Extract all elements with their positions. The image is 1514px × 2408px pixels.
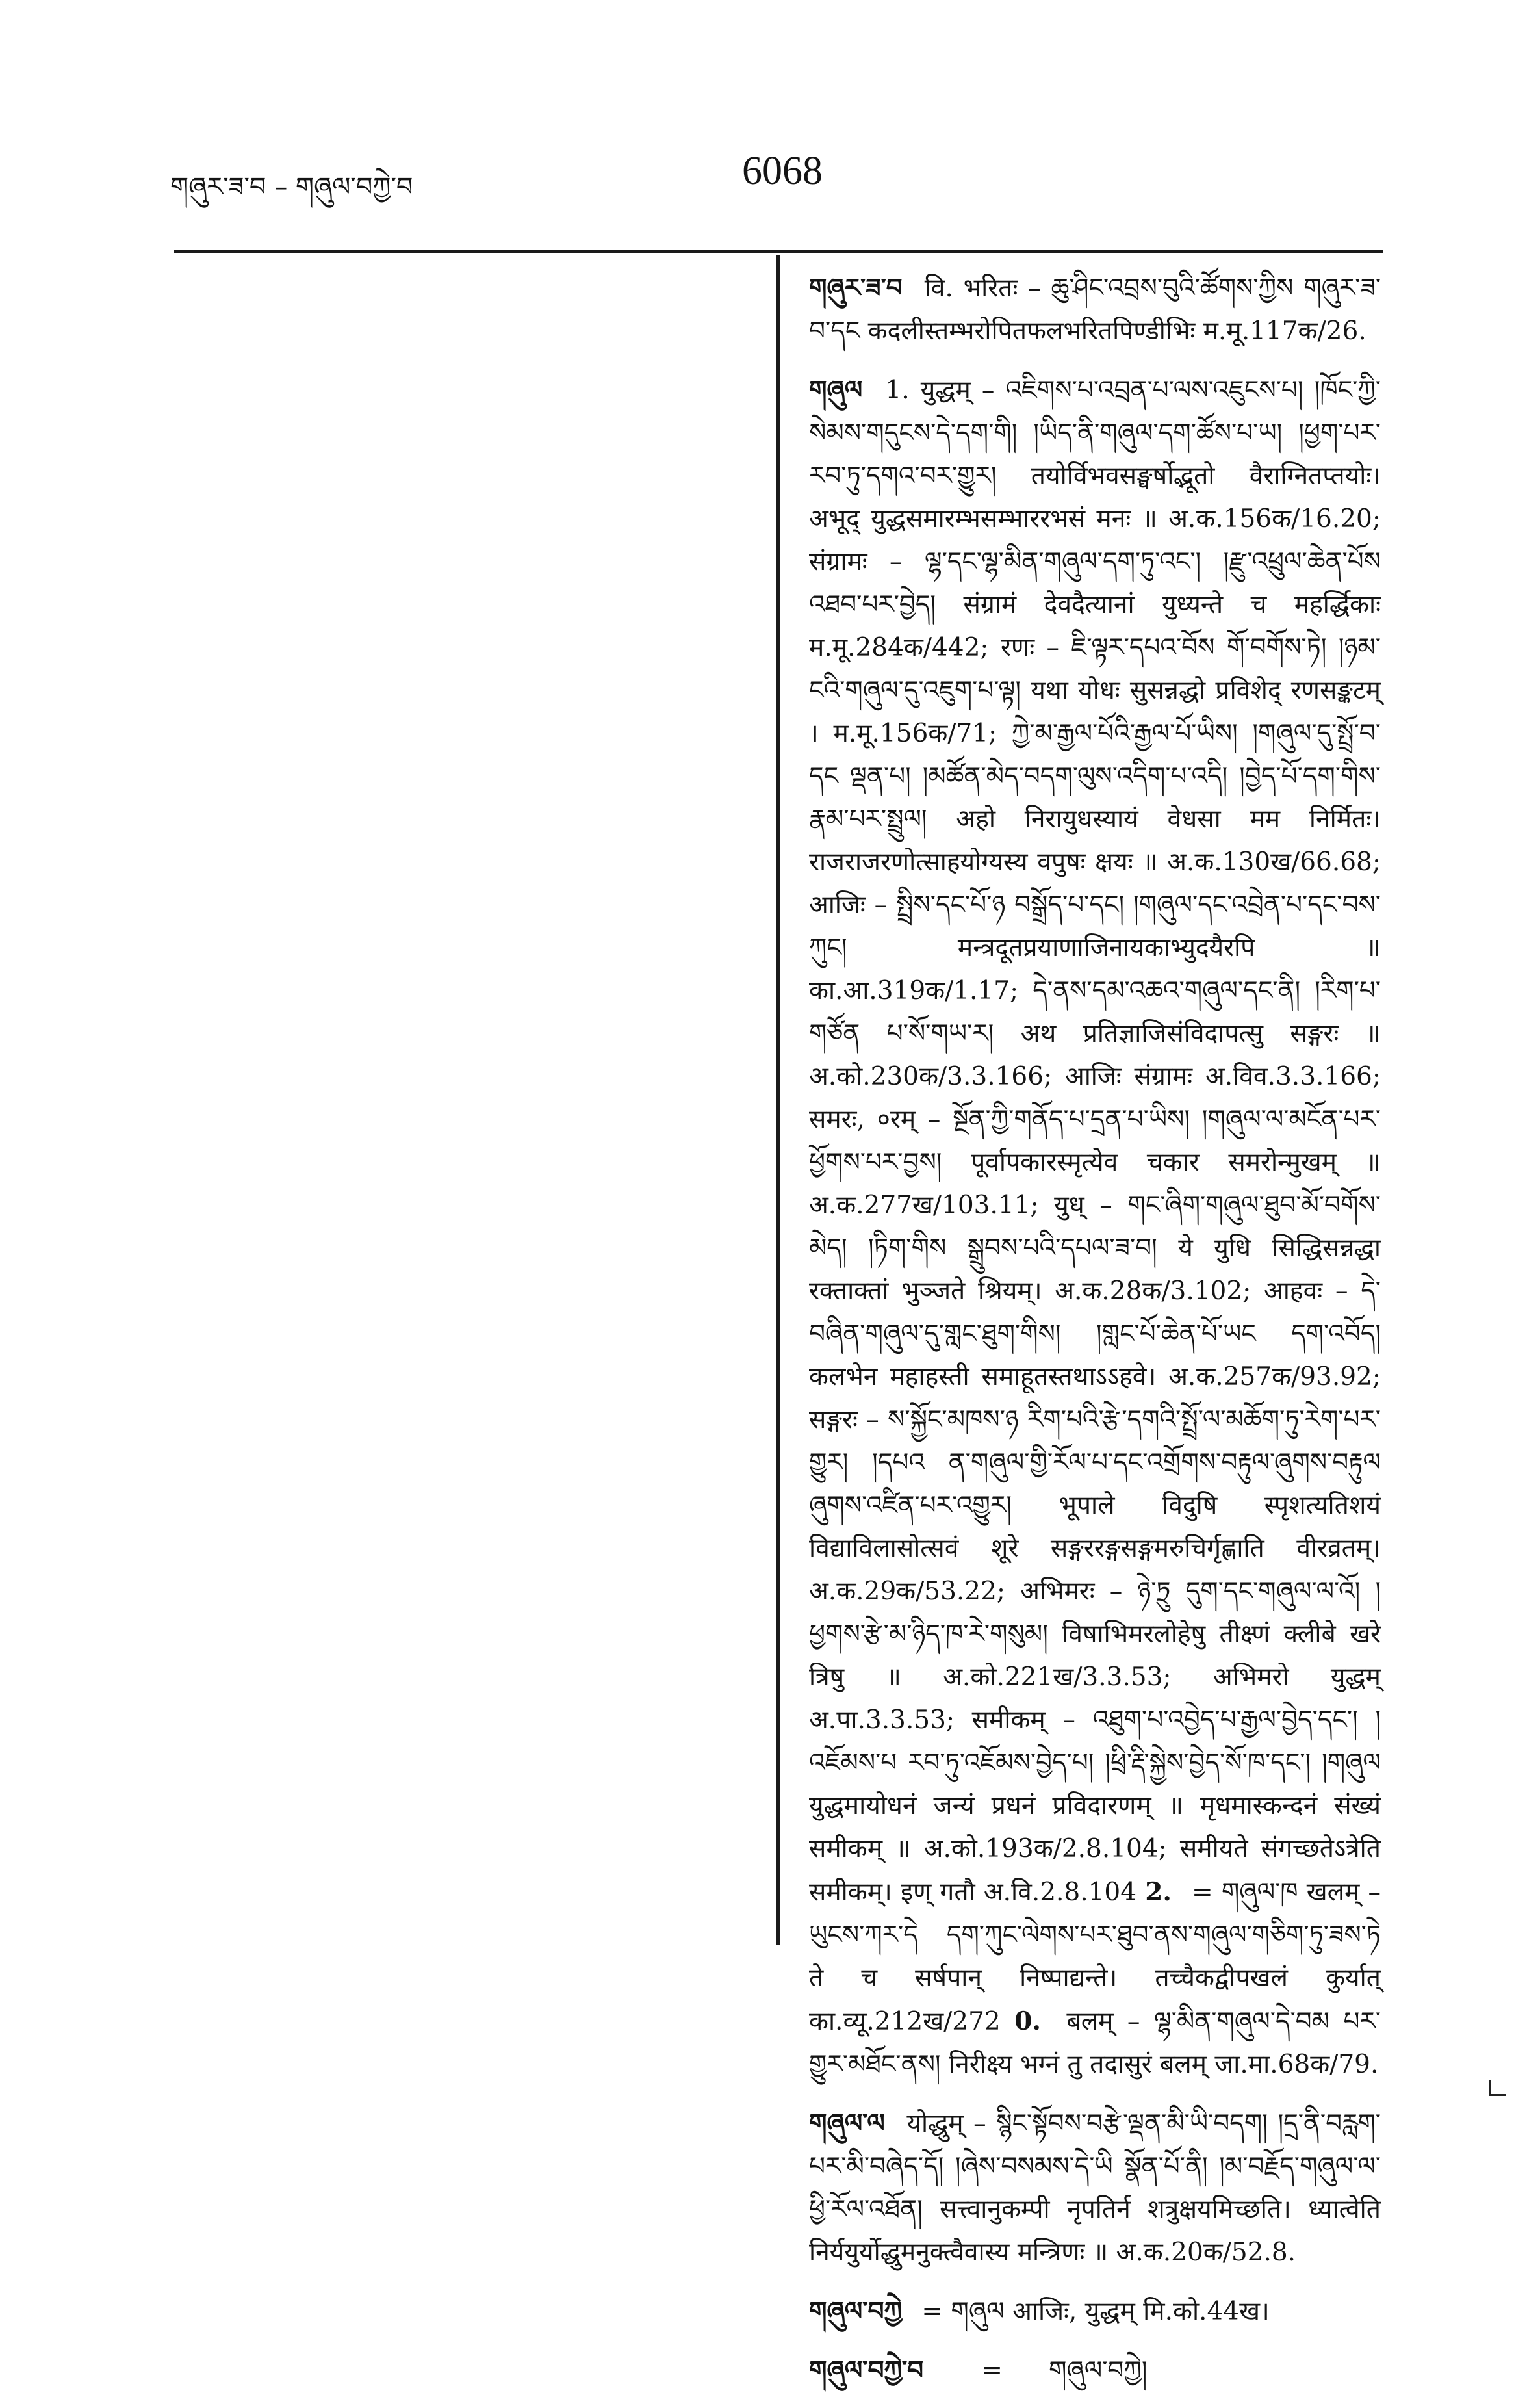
entry-headword: གཞུལ་བཀྱེ bbox=[809, 2296, 902, 2326]
dictionary-entry bbox=[809, 2102, 1381, 2274]
dictionary-entry bbox=[809, 266, 1381, 353]
entry-headword: གཞུལ bbox=[809, 375, 863, 405]
entry-definition: बलम् – ལྷ་མིན་གཞུལ་དེ་བམ པར་གྱུར་མཐོང་ནས། निरीक्ष्य भग्नं तु तदासुरं बलम् जा.मा.68क/79. bbox=[809, 2007, 1381, 2079]
dictionary-entry bbox=[809, 369, 1381, 2086]
dictionary-column-right bbox=[809, 266, 1381, 2408]
entry-headword: གཞུར་ཟ་བ bbox=[809, 273, 903, 303]
sense-number: 2. bbox=[1145, 1877, 1172, 1907]
entry-headword: གཞུལ་བཀྱེ་བ bbox=[809, 2355, 924, 2385]
cross-reference-target: གཞུལ་བཀྱེ། bbox=[1048, 2356, 1148, 2385]
page-number: 6068 bbox=[742, 149, 823, 193]
sense-number: 0. bbox=[1014, 2006, 1041, 2036]
entry-text bbox=[809, 266, 1381, 353]
entry-text bbox=[809, 2349, 1381, 2392]
dictionary-entry bbox=[809, 2290, 1381, 2333]
corner-mark bbox=[1489, 2080, 1506, 2096]
entry-definition: = གཞུལ आजिः, युद्धम् मि.को.44ख। bbox=[921, 2297, 1270, 2326]
entry-definition: योद्धुम् – སྙིང་སྟོབས་བརྩེ་ལྡན་མི་ཡི་བདག། །དྲ་ནི་བརླག་པར་མི་བཞེད་དོ། །ཞེས་བསམས་དེ་ཡི སྣོན་པོ་ནི། །མ་བརྗོད་གཞུལ་ལ་ཕྱི་རོལ་འཐོན། सत्त्वानुकम्पी नृपतिर्न शत्रुक्षयमिच्छति। ध्यात्वेति निर्ययुर्योद्धुमनुक्त्वैवास्य मन्त्रिणः ॥ अ.क.20क/52.8. bbox=[809, 2109, 1381, 2267]
column-divider bbox=[776, 255, 780, 1945]
entry-definition: वि. भरितः – ཆུ་ཤིང་འབྲས་བུའི་ཚོགས་ཀྱིས གཞུར་ཟ་བ་དང कदलीस्तम्भरोपितफलभरितपिण्डीभिः म.मू.117क/26. bbox=[809, 274, 1381, 346]
page-header bbox=[170, 148, 1340, 200]
entry-headword: གཞུལ་ལ bbox=[809, 2108, 885, 2138]
entry-text bbox=[809, 2290, 1381, 2333]
header-rule bbox=[174, 250, 1383, 253]
entry-text bbox=[809, 2102, 1381, 2274]
cross-reference-symbol: = bbox=[981, 2356, 1003, 2385]
entry-text bbox=[809, 369, 1381, 2086]
dictionary-entry bbox=[809, 2349, 1381, 2392]
entry-definition: = གཞུལ་ཁ खलम् – ཡུངས་ཀར་དེ དག་ཀུང་ལེགས་པར་ཐུབ་ནས་གཞུལ་གཅིག་ཏུ་ཟས་ཏེ ते च सर्षपान् निष्पाद्यन्ते। तच्चैकद्वीपखलं कुर्यात् का.व्यू.212ख/272 bbox=[809, 1878, 1381, 2036]
running-head: གཞུར་ཟ་བ – གཞུལ་བཀྱེ་བ bbox=[170, 172, 413, 202]
entry-definition: 1. युद्धम् – འཇིགས་པ་འབྲན་པ་ལས་འཇུངས་པ། །ཁོང་ཀྱི་སེམས་གདུངས་དེ་དག་གི། །ཡིད་ནི་གཞུལ་དག་ཚོས་པ་ཡ། །ཕྱག་པར་རབ་ཏུ་དགའ་བར་གྱུར། तयोर्विभवसङ्घर्षोद्भूतो वैराग्नितप्तयोः। अभूद् युद्धसमारम्भसम्भाररभसं मनः ॥ अ.क.156क/16.20; संग्रामः – ལྷ་དང་ལྷ་མིན་གཞུལ་དག་ཏུ་འང་། །རྫུ་འཕྲུལ་ཆེན་པོས འཐབ་པར་བྱེད། संग्रामं देवदैत्यानां युध्यन्ते च महर्द्धिकाः म.मू.284क/442; रणः – ཇི་ལྟར་དཔའ་བོས གོ་བགོས་ཏེ། །ཉམ་ངའི་གཞུལ་དུ་འཇུག་པ་ལྟ། यथा योधः सुसन्नद्धो प्रविशेद् रणसङ्कटम् । म.मू.156क/71; ཀྱེ་མ་རྒྱལ་པོའི་རྒྱལ་པོ་ཡིས། །གཞུལ་དུ་སྤྲོ་བ་དང ལྡན་པ། །མཚོན་མེད་བདག་ལུས་འདིག་པ་འདི། །བྱེད་པོ་དག་གིས་རྣམ་པར་སྤྲུལ། अहो निरायुधस्यायं वेधसा मम निर्मितः। राजराजरणोत्साहयोग्यस्य वपुषः क्षयः ॥ अ.क.130ख/66.68; आजिः – སྤྲིས་དང་པོ་ཉ བསྒྲོད་པ་དང། །གཞུལ་དང་འབྲེན་པ་དང་བས་ཀུང། मन्त्रदूतप्रयाणाजिनायकाभ्युदयैरपि ॥ का.आ.319क/1.17; དེ་ནས་དམ་འཆའ་གཞུལ་དང་ནི། །རིག་པ་གཙོན པ་སོ་གཡ་ར། अथ प्रतिज्ञाजिसंविदापत्सु सङ्गरः ॥ अ.को.230क/3.3.166; आजिः संग्रामः अ.विव.3.3.166; समरः, ०रम् – སྔོན་ཀྱི་གནོད་པ་དྲན་པ་ཡིས། །གཞུལ་ལ་མངོན་པར་ཕྱོགས་པར་བྱས། पूर्वापकारस्मृत्येव चकार समरोन्मुखम् ॥ अ.क.277ख/103.11; युध् – གང་ཞིག་གཞུལ་ཐུབ་མོ་བགོས་མེད། །ཏིག་གིས སྒྲུབས་པའི་དཔལ་ཟ་བ། ये युधि सिद्धिसन्नद्धा रक्ताक्तां भुञ्जते श्रियम्। अ.क.28क/3.102; आहवः – དེ་བཞིན་གཞུལ་དུ་གླང་ཐུག་གིས། །གླང་པོ་ཆེན་པོ་ཡང དག་འབོད། कलभेन महाहस्ती समाहूतस्तथाऽऽहवे। अ.क.257क/93.92; सङ्गरः – ས་སྐྱོང་མཁས་ཉ རིག་པའི་རྩེ་དགའི་སྤྲོ་ལ་མཆོག་ཏུ་རེག་པར་གྱུར། །དཔའ ན་གཞུལ་གྱི་རོལ་པ་དང་འགྲོགས་བརྟུལ་ཞུགས་བརྟུལ ཞུགས་འཛིན་པར་འགྱུར། भूपाले विदुषि स्पृशत्यतिशयं विद्याविलासोत्सवं शूरे सङ्गररङ्गसङ्गमरुचिर्गृह्णाति वीरव्रतम्। अ.क.29क/53.22; अभिमरः – ཉེ་ཏྲུ དུག་དང་གཞུལ་ལ་འོ། །ཕྱགས་རྩེ་མ་ཉིད་ཁ་རེ་གསུམ། विषाभिमरलोहेषु तीक्ष्णं क्लीबे खरे त्रिषु ॥ अ.को.221ख/3.3.53; अभिमरो युद्धम् अ.पा.3.3.53; समीकम् – འཐུག་པ་འབྱེད་པ་རྒྱལ་བྱེད་དང་། །འཇོམས་པ རབ་ཏུ་འཇོམས་བྱེད་པ། །ཕྲི་རྡི་སྐྱེས་བྱེད་སོ་ཁ་དང་། །གཞུལ युद्धमायोधनं जन्यं प्रधनं प्रविदारणम् ॥ मृधमास्कन्दनं संख्यं समीकम् ॥ अ.को.193क/2.8.104; समीयते संगच्छतेऽत्रेति समीकम्। इण् गतौ अ.वि.2.8.104 bbox=[809, 376, 1381, 1907]
